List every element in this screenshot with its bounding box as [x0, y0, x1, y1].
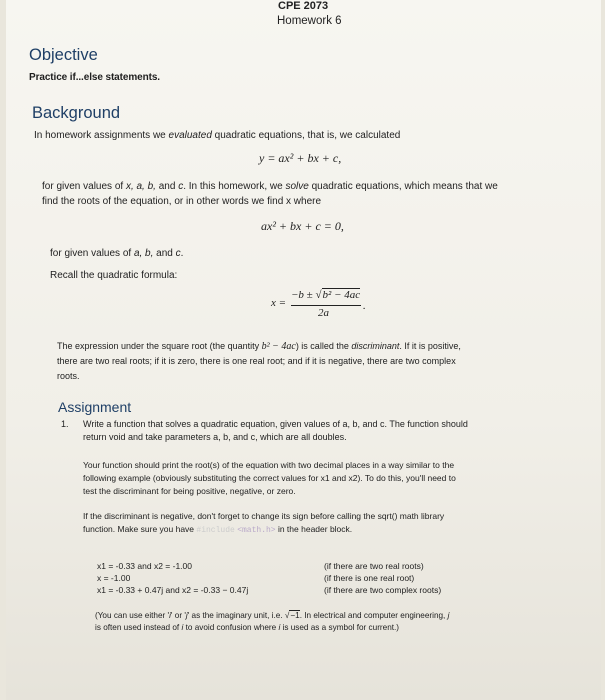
imaginary-note-line-1: (You can use either 'i' or 'j' as the imaginary unit, i.e. √−1. In electrical and computer engineering, j	[95, 611, 450, 620]
formula-denominator: 2a	[318, 307, 329, 319]
formula-lhs: x =	[271, 297, 287, 309]
math-header-name: <math.h>	[237, 526, 276, 535]
item-number: 1.	[61, 419, 69, 429]
example-note-2: (if there is one real root)	[324, 573, 415, 583]
example-output-3: x1 = -0.33 + 0.47j and x2 = -0.33 − 0.47j	[97, 585, 249, 595]
background-para-2-line-2: find the roots of the equation, or in other words we find x where	[42, 196, 322, 207]
document-page	[6, 0, 601, 700]
assignment-para-2-line-1: If the discriminant is negative, don't forget to change its sign before calling the sqrt() math library	[83, 511, 445, 521]
discriminant-line-1: The expression under the square root (the quantity b² − 4ac) is called the discriminant. If it is positive,	[57, 341, 461, 352]
assignment-para-1-line-1: Your function should print the root(s) of the equation with two decimal places in a way similar to the	[83, 460, 455, 470]
discriminant-line-2: there are two real roots; if it is zero, there is one real root; and if it is negative, there are two complex	[57, 356, 456, 366]
background-heading: Background	[32, 104, 121, 122]
example-note-1: (if there are two real roots)	[324, 561, 424, 571]
assignment-para-1-line-3: test the discriminant for being positive, negative, or zero.	[83, 486, 296, 496]
example-note-3: (if there are two complex roots)	[324, 585, 442, 595]
fraction-bar	[291, 305, 361, 306]
recall-label: Recall the quadratic formula:	[50, 270, 178, 281]
course-code: CPE 2073	[278, 0, 329, 12]
assignment-item-line-2: return void and take parameters a, b, and c, which are all doubles.	[83, 432, 347, 442]
equation-evaluate: y = ax² + bx + c,	[259, 151, 342, 165]
assignment-heading: Assignment	[58, 399, 132, 415]
formula-numerator: −b ± √b² − 4ac	[291, 289, 361, 301]
objective-text: Practice if...else statements.	[29, 72, 160, 83]
example-output-2: x = -1.00	[97, 573, 131, 583]
background-para-2-line-1: for given values of x, a, b, and c. In this homework, we solve quadratic equations, which means that we	[42, 181, 498, 192]
background-para-3: for given values of a, b, and c.	[50, 248, 184, 259]
imaginary-note-line-2: is often used instead of i to avoid confusion where i is used as a symbol for current.)	[95, 623, 400, 632]
objective-heading: Objective	[29, 46, 98, 64]
assignment-para-1-line-2: following example (obviously substituting the correct values for x1 and x2). To do this, you'll need to	[83, 473, 456, 483]
homework-title: Homework 6	[277, 15, 342, 27]
assignment-item-line-1: Write a function that solves a quadratic equation, given values of a, b, and c. The function should	[83, 419, 468, 429]
assignment-para-2-line-2: function. Make sure you have #include <math.h> in the header block.	[83, 524, 353, 535]
include-keyword: #include	[196, 526, 235, 535]
background-para-1: In homework assignments we evaluated quadratic equations, that is, we calculated	[34, 130, 401, 141]
formula-end: .	[363, 300, 366, 312]
discriminant-line-3: roots.	[57, 371, 80, 381]
equation-solve: ax² + bx + c = 0,	[261, 219, 344, 233]
example-output-1: x1 = -0.33 and x2 = -1.00	[97, 561, 192, 571]
